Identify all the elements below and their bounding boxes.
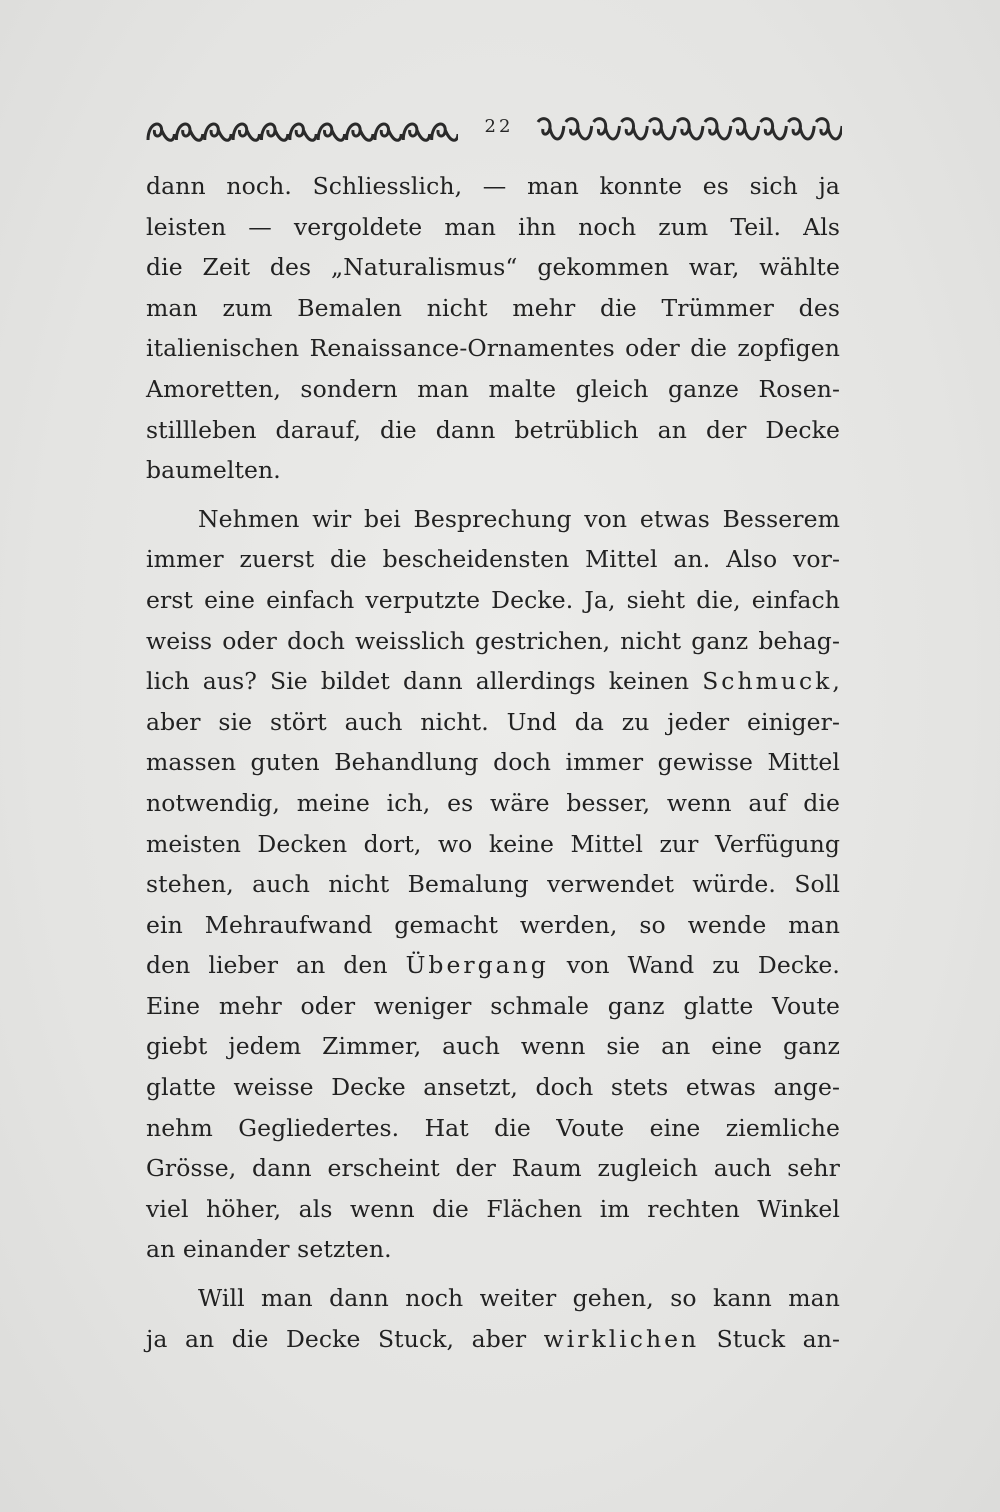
ornament-scroll: [432, 124, 458, 140]
text-line: aber sie stört auch nicht. Und da zu jeder einiger-: [146, 707, 840, 736]
text-span: ja an die Decke Stuck, aber: [146, 1324, 544, 1353]
text-line: weiss oder doch weisslich gestrichen, nicht ganz behag-: [146, 626, 840, 655]
text-line: Amoretten, sondern man malte gleich ganze Rosen-: [146, 374, 840, 403]
ornament-scroll: [788, 119, 814, 139]
spaced-emphasis: wirklichen: [543, 1324, 700, 1353]
text-line: stehen, auch nicht Bemalung verwendet würde. Soll: [146, 870, 840, 899]
ornament-scroll: [261, 124, 287, 140]
paragraph-2: [146, 499, 840, 1270]
text-span: Stuck an-: [699, 1324, 840, 1353]
ornament-scroll: [649, 119, 675, 139]
text-line: immer zuerst die bescheidensten Mittel an. Also vor-: [146, 545, 840, 574]
text-line: dann noch. Schliesslich, — man konnte es sich ja: [146, 172, 840, 200]
text-line: leisten — vergoldete man ihn noch zum Teil. Als: [146, 212, 840, 241]
text-line: [146, 1319, 840, 1360]
ornament-scroll: [677, 119, 703, 139]
left-ornament-band: [146, 114, 458, 146]
text-line: Will man dann noch weiter gehen, so kann man: [198, 1284, 840, 1313]
ornament-scroll: [733, 119, 759, 139]
text-line: glatte weisse Decke ansetzt, doch stets etwas ange-: [146, 1073, 840, 1102]
text-line: stillleben darauf, die dann betrüblich an der Decke: [146, 415, 840, 444]
text-line: giebt jedem Zimmer, auch wenn sie an eine ganz: [146, 1032, 840, 1061]
ornament-scroll: [290, 124, 316, 140]
ornament-scroll: [403, 124, 429, 140]
ornament-scroll: [148, 124, 174, 140]
text-line: massen guten Behandlung doch immer gewisse Mittel: [146, 748, 840, 777]
text-line: notwendig, meine ich, es wäre besser, wenn auf die: [146, 788, 840, 817]
text-line: italienischen Renaissance-Ornamentes oder die zopfigen: [146, 334, 840, 363]
text-line: ein Mehraufwand gemacht werden, so wende man: [146, 910, 840, 939]
text-line: die Zeit des „Naturalismus“ gekommen war, wählte: [146, 253, 840, 282]
text-line: [146, 945, 840, 986]
ornament-scroll: [233, 124, 259, 140]
text-line: Eine mehr oder weniger schmale ganz glatte Voute: [146, 991, 840, 1020]
spaced-emphasis: Übergang: [405, 951, 549, 980]
page-header: [146, 110, 842, 150]
text-line: viel höher, als wenn die Flächen im rechten Winkel: [146, 1194, 840, 1223]
ornament-scroll: [621, 119, 647, 139]
page-number: 22: [484, 116, 514, 137]
ornament-scroll: [375, 124, 401, 140]
text-span: lich aus? Sie bildet dann allerdings keinen: [146, 667, 703, 696]
text-span: ,: [832, 667, 840, 696]
ornament-scroll: [318, 124, 344, 140]
ornament-scroll: [761, 119, 787, 139]
text-line: baumelten.: [146, 456, 281, 485]
text-line: Nehmen wir bei Besprechung von etwas Besserem: [198, 504, 840, 533]
ornament-scroll: [566, 119, 592, 139]
ornament-scroll: [594, 119, 620, 139]
text-line: [146, 661, 840, 702]
text-line: man zum Bemalen nicht mehr die Trümmer des: [146, 293, 840, 322]
right-ornament-band: [536, 114, 842, 146]
ornament-scroll: [205, 124, 231, 140]
text-span: von Wand zu Decke.: [548, 951, 841, 980]
paragraph-1: [146, 166, 840, 491]
text-line: an einander setzten.: [146, 1235, 392, 1264]
ornament-scroll: [705, 119, 731, 139]
paragraph-3: [146, 1278, 840, 1359]
spaced-emphasis: Schmuck: [702, 667, 833, 696]
text-line: Grösse, dann erscheint der Raum zugleich auch sehr: [146, 1154, 840, 1183]
text-line: meisten Decken dort, wo keine Mittel zur Verfügung: [146, 829, 840, 858]
text-line: nehm Gegliedertes. Hat die Voute eine ziemliche: [146, 1113, 840, 1142]
body-text: [146, 166, 840, 1359]
ornament-scroll: [347, 124, 373, 140]
text-span: den lieber an den: [146, 951, 406, 980]
ornament-scroll: [176, 124, 202, 140]
ornament-scroll: [538, 119, 564, 139]
ornament-scroll: [816, 119, 842, 139]
text-line: erst eine einfach verputzte Decke. Ja, sieht die, einfach: [146, 585, 840, 614]
